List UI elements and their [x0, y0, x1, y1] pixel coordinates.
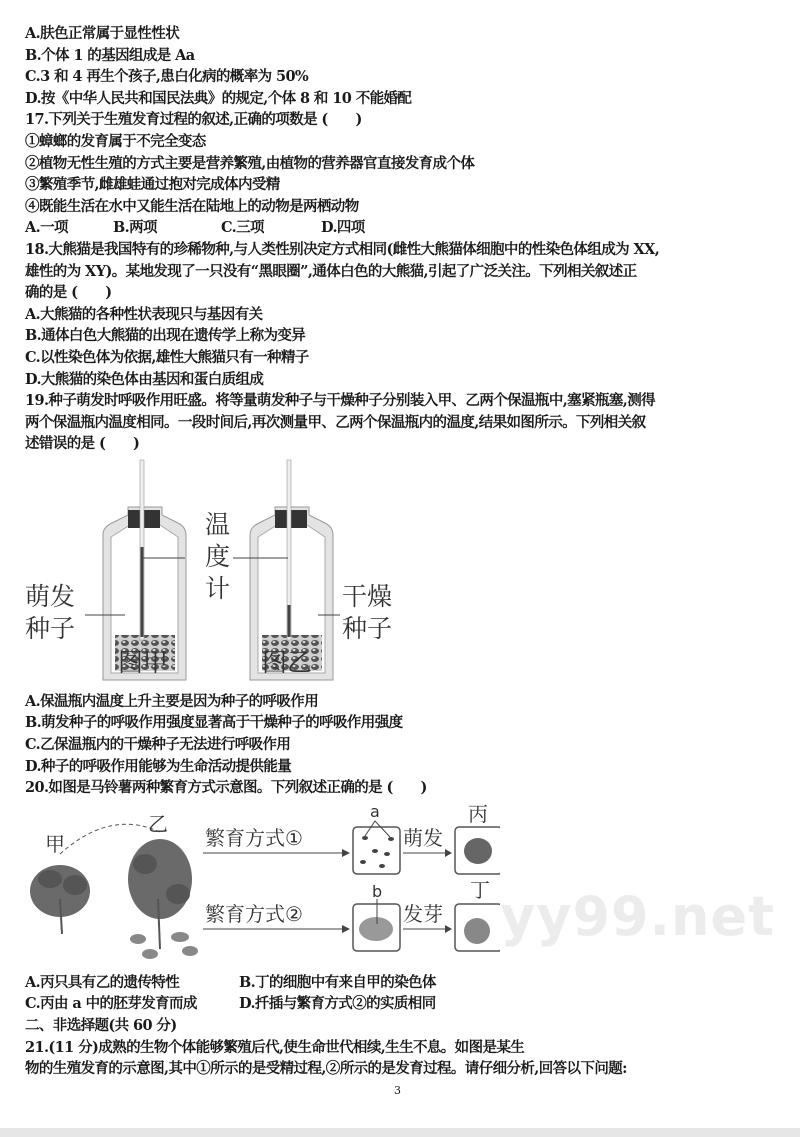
q17-options [25, 217, 780, 239]
label-b: b [372, 881, 383, 901]
q19-option-b: B.萌发种子的呼吸作用强度显著高于干燥种子的呼吸作用强度 [25, 714, 403, 732]
q17-item-1: ①蟑螂的发育属于不完全变态 [25, 132, 206, 150]
sprout-label: 发芽 [403, 901, 443, 926]
thermometer-label-2: 度 [205, 541, 231, 571]
q17-stem: 17.下列关于生殖发育过程的叙述,正确的项数是 ( ) [25, 111, 362, 129]
q20-option-c: C.丙由 a 中的胚芽发育而成 [25, 995, 197, 1013]
germinating-seeds-label-1: 萌发 [25, 581, 76, 611]
q18-option-d: D.大熊猫的染色体由基因和蛋白质组成 [25, 370, 264, 388]
caption-jia: 图甲 [118, 647, 169, 677]
watermark: yy99.net [500, 885, 775, 948]
viewer-bottom-edge [0, 1128, 800, 1137]
plant-jia [30, 865, 90, 934]
q18-stem-1: 18.大熊猫是我国特有的珍稀物种,与人类性别决定方式相同(雌性大熊猫体细胞中的性染色体组成为 XX, [25, 240, 660, 258]
q16-option-a: A.肤色正常属于显性性状 [25, 25, 180, 42]
q17-option-a: A.一项 [25, 219, 68, 237]
q19-option-a: A.保温瓶内温度上升主要是因为种子的呼吸作用 [25, 692, 319, 710]
q20-option-a: A.丙只具有乙的遗传特性 [25, 973, 180, 991]
thermometer-label-1: 温 [205, 509, 231, 539]
q17-option-c: C.三项 [221, 219, 264, 237]
q16-option-d: D.按《中华人民共和国民法典》的规定,个体 8 和 10 不能婚配 [25, 89, 412, 107]
method-1-label: 繁育方式① [205, 825, 303, 850]
label-ding: 丁 [470, 877, 490, 902]
q18-stem-2: 雄性的为 XY)。某地发现了一只没有“黑眼圈”,通体白色的大熊猫,引起了广泛关注。下列相关叙述正 [25, 262, 637, 280]
thermos-yi [250, 460, 333, 680]
germinating-seeds-label-2: 种子 [25, 613, 76, 643]
q17-item-3: ③繁殖季节,雌雄蛙通过抱对完成体内受精 [25, 176, 280, 194]
section-heading: 二、非选择题(共 60 分) [25, 1017, 177, 1035]
q16-option-b: B.个体 1 的基因组成是 Aa [25, 46, 195, 64]
q18-option-a: A.大熊猫的各种性状表现只与基因有关 [25, 305, 263, 323]
q17-option-d: D.四项 [321, 219, 365, 237]
q16-option-c: C.3 和 4 再生个孩子,患白化病的概率为 50% [25, 68, 309, 86]
q21-stem-1: 21.(11 分)成熟的生物个体能够繁殖后代,使生命世代相续,生生不息。如图是某生 [25, 1038, 525, 1056]
q19-stem-2: 两个保温瓶内温度相同。一段时间后,再次测量甲、乙两个保温瓶内的温度,结果如图所示。下列相关叙 [25, 413, 646, 431]
q19-option-d: D.种子的呼吸作用能够为生命活动提供能量 [25, 757, 292, 775]
q17-option-b: B.两项 [113, 219, 157, 237]
q20-options-row-1 [25, 972, 780, 994]
label-jia: 甲 [45, 831, 65, 856]
exam-page [25, 0, 780, 1097]
method-2-label: 繁育方式② [205, 901, 303, 926]
page-number: 3 [394, 1083, 401, 1097]
thermometer-label-3: 计 [205, 573, 231, 603]
plant-yi [128, 839, 198, 959]
q20-stem: 20.如图是马铃薯两种繁育方式示意图。下列叙述正确的是 ( ) [25, 779, 427, 797]
label-a: a [370, 801, 380, 821]
potato-propagation-figure [25, 799, 780, 972]
q20-option-d: D.扦插与繁育方式②的实质相同 [239, 995, 436, 1013]
caption-yi: 图乙 [262, 647, 313, 677]
dry-seeds-label-2: 种子 [342, 613, 393, 643]
label-yi: 乙 [148, 811, 168, 836]
dry-seeds-label-1: 干燥 [342, 581, 393, 611]
thermos-jia [103, 460, 186, 680]
q19-option-c: C.乙保温瓶内的干燥种子无法进行呼吸作用 [25, 736, 291, 754]
q17-item-2: ②植物无性生殖的方式主要是营养繁殖,由植物的营养器官直接发育成个体 [25, 154, 475, 172]
q19-stem-3: 述错误的是 ( ) [25, 435, 140, 453]
label-bing: 丙 [468, 801, 488, 826]
q17-item-4: ④既能生活在水中又能生活在陆地上的动物是两栖动物 [25, 197, 359, 215]
q20-options-row-2 [25, 993, 780, 1015]
q18-option-c: C.以性染色体为依据,雄性大熊猫只有一种精子 [25, 348, 309, 366]
q20-option-b: B.丁的细胞中有来自甲的染色体 [239, 973, 436, 991]
thermos-figure [25, 455, 780, 691]
germinate-label: 萌发 [403, 825, 443, 850]
q21-stem-2: 物的生殖发育的示意图,其中①所示的是受精过程,②所示的是发育过程。请仔细分析,回答以下问题: [25, 1060, 627, 1078]
q19-stem-1: 19.种子萌发时呼吸作用旺盛。将等量萌发种子与干燥种子分别装入甲、乙两个保温瓶中,塞紧瓶塞,测得 [25, 392, 656, 410]
q18-stem-3: 确的是 ( ) [25, 284, 112, 302]
q18-option-b: B.通体白色大熊猫的出现在遗传学上称为变异 [25, 327, 306, 345]
